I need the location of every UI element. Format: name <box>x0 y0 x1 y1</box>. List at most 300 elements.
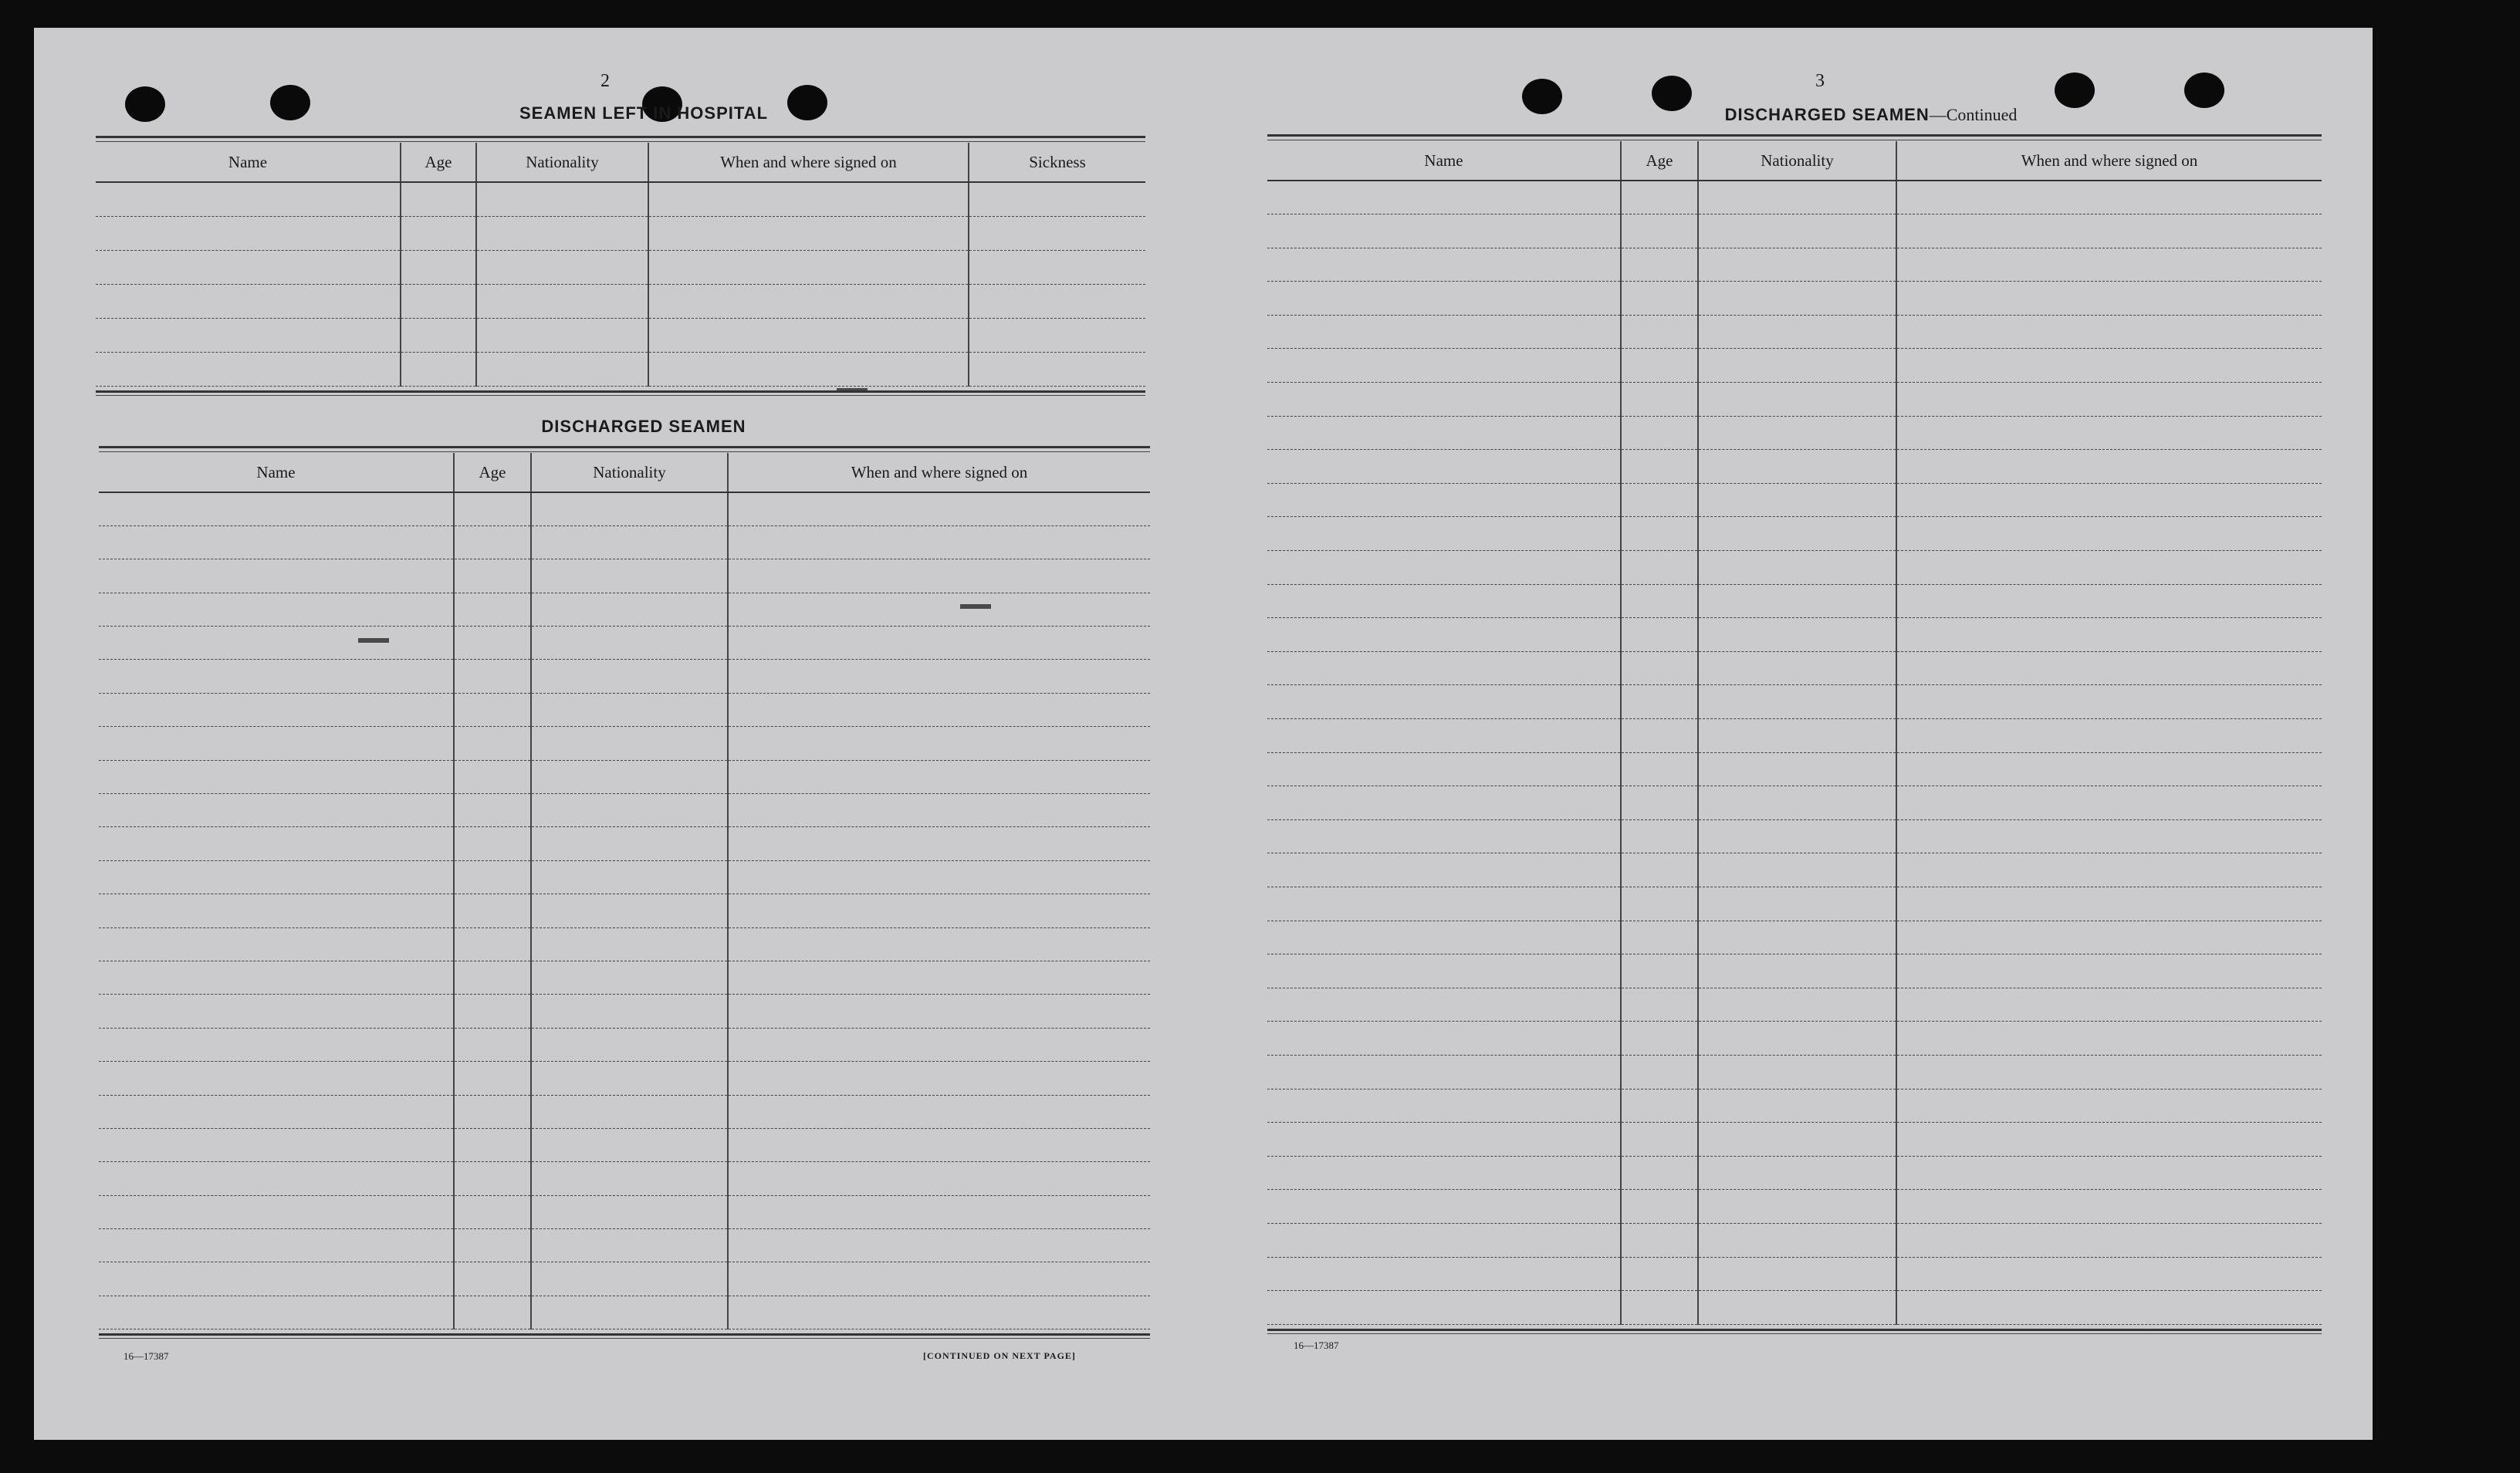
table-cell[interactable] <box>969 318 1145 352</box>
table-cell[interactable] <box>99 1296 454 1329</box>
table-cell[interactable] <box>1896 1156 2322 1190</box>
table-cell[interactable] <box>99 794 454 827</box>
table-cell[interactable] <box>454 727 531 760</box>
table-cell[interactable] <box>1267 685 1621 719</box>
table-cell[interactable] <box>1621 1022 1698 1056</box>
table-row <box>1267 651 2322 685</box>
table-cell[interactable] <box>728 760 1150 793</box>
table-cell[interactable] <box>96 250 401 284</box>
table-cell[interactable] <box>728 1195 1150 1228</box>
table-row <box>1267 752 2322 786</box>
table-cell[interactable] <box>1267 719 1621 753</box>
table-cell[interactable] <box>454 860 531 894</box>
table-cell[interactable] <box>1896 349 2322 383</box>
table-cell[interactable] <box>1621 719 1698 753</box>
table-cell[interactable] <box>454 995 531 1028</box>
table-cell[interactable] <box>1698 349 1896 383</box>
table-cell[interactable] <box>1698 1156 1896 1190</box>
table-cell[interactable] <box>1267 584 1621 618</box>
table-cell[interactable] <box>1621 1190 1698 1224</box>
table-row <box>1267 315 2322 349</box>
table-cell[interactable] <box>1698 887 1896 921</box>
table-cell[interactable] <box>1621 248 1698 282</box>
table-cell[interactable] <box>1698 1223 1896 1257</box>
table-cell[interactable] <box>1698 921 1896 954</box>
table-cell[interactable] <box>99 1229 454 1262</box>
table-cell[interactable] <box>1267 416 1621 450</box>
table-cell[interactable] <box>531 727 728 760</box>
table-cell[interactable] <box>1698 786 1896 820</box>
table-cell[interactable] <box>1621 954 1698 988</box>
table-cell[interactable] <box>1896 315 2322 349</box>
table-row <box>1267 450 2322 484</box>
table-cell[interactable] <box>99 860 454 894</box>
table-cell[interactable] <box>1698 1022 1896 1056</box>
table-cell[interactable] <box>531 1195 728 1228</box>
table-cell[interactable] <box>1267 651 1621 685</box>
table-cell[interactable] <box>1896 181 2322 215</box>
table-cell[interactable] <box>99 627 454 660</box>
table-cell[interactable] <box>454 559 531 593</box>
table-end-rule <box>99 1333 1150 1336</box>
table-cell[interactable] <box>99 1128 454 1161</box>
table-cell[interactable] <box>531 1128 728 1161</box>
table-cell[interactable] <box>1896 282 2322 316</box>
table-cell[interactable] <box>1896 1089 2322 1123</box>
table-cell[interactable] <box>1698 1291 1896 1325</box>
table-row <box>1267 618 2322 652</box>
table-cell[interactable] <box>1621 651 1698 685</box>
table-cell[interactable] <box>531 894 728 927</box>
table-row <box>99 627 1150 660</box>
table-cell[interactable] <box>728 559 1150 593</box>
table-cell[interactable] <box>531 660 728 693</box>
table-cell[interactable] <box>1698 1190 1896 1224</box>
table-cell[interactable] <box>1698 618 1896 652</box>
table-cell[interactable] <box>969 284 1145 318</box>
table-cell[interactable] <box>1267 248 1621 282</box>
table-cell[interactable] <box>1267 181 1621 215</box>
table-row <box>99 1095 1150 1128</box>
table-cell[interactable] <box>454 1296 531 1329</box>
table-cell[interactable] <box>1896 819 2322 853</box>
table-cell[interactable] <box>1896 1223 2322 1257</box>
table-cell[interactable] <box>1896 988 2322 1022</box>
table-cell[interactable] <box>1896 1291 2322 1325</box>
table-cell[interactable] <box>1621 1223 1698 1257</box>
table-cell[interactable] <box>1698 685 1896 719</box>
table-cell[interactable] <box>99 927 454 961</box>
table-cell[interactable] <box>1698 383 1896 417</box>
table-cell[interactable] <box>96 318 401 352</box>
table-cell[interactable] <box>531 559 728 593</box>
table-cell[interactable] <box>728 525 1150 559</box>
table-cell[interactable] <box>1896 450 2322 484</box>
table-cell[interactable] <box>728 593 1150 626</box>
table-cell[interactable] <box>1698 517 1896 551</box>
table-cell[interactable] <box>1621 450 1698 484</box>
table-cell[interactable] <box>1698 551 1896 585</box>
table-cell[interactable] <box>1621 315 1698 349</box>
page-number-right: 3 <box>1815 71 1825 91</box>
table-cell[interactable] <box>1621 584 1698 618</box>
table-cell[interactable] <box>99 1095 454 1128</box>
table-cell[interactable] <box>969 250 1145 284</box>
table-cell[interactable] <box>1896 416 2322 450</box>
table-cell[interactable] <box>648 216 969 250</box>
table-cell[interactable] <box>454 693 531 726</box>
table-cell[interactable] <box>1621 551 1698 585</box>
table-cell[interactable] <box>728 894 1150 927</box>
table-cell[interactable] <box>1698 1055 1896 1089</box>
table-cell[interactable] <box>969 182 1145 216</box>
discharged-continued-title-main: DISCHARGED SEAMEN <box>1724 105 1930 124</box>
table-cell[interactable] <box>728 1262 1150 1296</box>
table-cell[interactable] <box>1267 618 1621 652</box>
table-cell[interactable] <box>1621 1055 1698 1089</box>
table-cell[interactable] <box>728 492 1150 525</box>
table-cell[interactable] <box>99 995 454 1028</box>
table-cell[interactable] <box>531 1095 728 1128</box>
table-cell[interactable] <box>1267 954 1621 988</box>
table-cell[interactable] <box>531 1062 728 1095</box>
table-cell[interactable] <box>1698 651 1896 685</box>
table-cell[interactable] <box>1698 1123 1896 1157</box>
table-cell[interactable] <box>1267 1223 1621 1257</box>
table-cell[interactable] <box>1698 853 1896 887</box>
table-cell[interactable] <box>1621 685 1698 719</box>
table-cell[interactable] <box>1621 1291 1698 1325</box>
table-cell[interactable] <box>531 693 728 726</box>
table-cell[interactable] <box>401 318 476 352</box>
table-cell[interactable] <box>401 216 476 250</box>
table-cell[interactable] <box>531 1262 728 1296</box>
table-cell[interactable] <box>1698 1089 1896 1123</box>
table-cell[interactable] <box>1267 1022 1621 1056</box>
table-cell[interactable] <box>454 894 531 927</box>
table-cell[interactable] <box>531 525 728 559</box>
table-cell[interactable] <box>96 284 401 318</box>
table-cell[interactable] <box>401 352 476 386</box>
table-cell[interactable] <box>454 1128 531 1161</box>
table-cell[interactable] <box>1896 921 2322 954</box>
table-cell[interactable] <box>99 1162 454 1195</box>
table-cell[interactable] <box>1698 483 1896 517</box>
table-cell[interactable] <box>99 660 454 693</box>
table-cell[interactable] <box>531 593 728 626</box>
table-cell[interactable] <box>1621 1089 1698 1123</box>
table-cell[interactable] <box>1621 483 1698 517</box>
table-cell[interactable] <box>1698 215 1896 248</box>
table-cell[interactable] <box>1896 887 2322 921</box>
table-cell[interactable] <box>728 627 1150 660</box>
table-cell[interactable] <box>401 284 476 318</box>
table-cell[interactable] <box>454 1195 531 1228</box>
table-cell[interactable] <box>728 660 1150 693</box>
table-cell[interactable] <box>99 894 454 927</box>
table-cell[interactable] <box>1267 1123 1621 1157</box>
table-cell[interactable] <box>1267 1190 1621 1224</box>
table-cell[interactable] <box>728 1028 1150 1061</box>
table-cell[interactable] <box>476 284 648 318</box>
table-cell[interactable] <box>1267 282 1621 316</box>
table-cell[interactable] <box>1698 450 1896 484</box>
table-row <box>99 593 1150 626</box>
table-cell[interactable] <box>531 927 728 961</box>
table-cell[interactable] <box>531 1296 728 1329</box>
table-cell[interactable] <box>99 525 454 559</box>
table-cell[interactable] <box>1267 853 1621 887</box>
page-number-left: 2 <box>600 71 610 91</box>
table-cell[interactable] <box>99 1262 454 1296</box>
table-cell[interactable] <box>99 693 454 726</box>
table-cell[interactable] <box>96 216 401 250</box>
table-cell[interactable] <box>531 961 728 994</box>
table-cell[interactable] <box>1698 719 1896 753</box>
table-cell[interactable] <box>96 352 401 386</box>
table-cell[interactable] <box>1621 921 1698 954</box>
table-cell[interactable] <box>99 593 454 626</box>
table-cell[interactable] <box>1896 1190 2322 1224</box>
table-cell[interactable] <box>454 961 531 994</box>
column-header-age: Age <box>1621 141 1698 181</box>
table-cell[interactable] <box>1896 483 2322 517</box>
table-cell[interactable] <box>1698 181 1896 215</box>
table-cell[interactable] <box>454 1062 531 1095</box>
column-header-name: Name <box>99 453 454 492</box>
table-cell[interactable] <box>99 827 454 860</box>
table-cell[interactable] <box>1621 1156 1698 1190</box>
table-cell[interactable] <box>1621 819 1698 853</box>
table-cell[interactable] <box>531 1229 728 1262</box>
table-row <box>1267 282 2322 316</box>
table-cell[interactable] <box>1896 551 2322 585</box>
table-cell[interactable] <box>969 352 1145 386</box>
table-cell[interactable] <box>454 827 531 860</box>
table-cell[interactable] <box>1621 181 1698 215</box>
form-number-right: 16—17387 <box>1294 1340 1339 1351</box>
table-cell[interactable] <box>476 318 648 352</box>
table-cell[interactable] <box>1896 517 2322 551</box>
table-cell[interactable] <box>1267 315 1621 349</box>
table-cell[interactable] <box>728 1162 1150 1195</box>
table-cell[interactable] <box>1896 584 2322 618</box>
table-row <box>99 794 1150 827</box>
table-cell[interactable] <box>454 1095 531 1128</box>
table-row <box>1267 786 2322 820</box>
table-cell[interactable] <box>454 492 531 525</box>
table-cell[interactable] <box>454 627 531 660</box>
table-row <box>1267 584 2322 618</box>
table-cell[interactable] <box>1896 618 2322 652</box>
table-cell[interactable] <box>1267 786 1621 820</box>
table-cell[interactable] <box>401 250 476 284</box>
table-cell[interactable] <box>728 827 1150 860</box>
column-header-nationality: Nationality <box>1698 141 1896 181</box>
table-cell[interactable] <box>728 860 1150 894</box>
table-row <box>1267 416 2322 450</box>
table-cell[interactable] <box>454 1162 531 1195</box>
table-cell[interactable] <box>1896 1123 2322 1157</box>
table-cell[interactable] <box>1896 1055 2322 1089</box>
table-cell[interactable] <box>476 182 648 216</box>
table-cell[interactable] <box>1896 853 2322 887</box>
table-cell[interactable] <box>476 216 648 250</box>
table-row <box>1267 988 2322 1022</box>
table-cell[interactable] <box>99 492 454 525</box>
table-cell[interactable] <box>728 727 1150 760</box>
table-cell[interactable] <box>1267 349 1621 383</box>
ledger-sheet <box>34 28 2373 1440</box>
table-cell[interactable] <box>1621 887 1698 921</box>
table-cell[interactable] <box>1621 1257 1698 1291</box>
table-cell[interactable] <box>1621 416 1698 450</box>
table-cell[interactable] <box>99 1062 454 1095</box>
table-cell[interactable] <box>1621 853 1698 887</box>
table-cell[interactable] <box>454 927 531 961</box>
table-cell[interactable] <box>1267 819 1621 853</box>
table-cell[interactable] <box>531 1028 728 1061</box>
table-cell[interactable] <box>454 1262 531 1296</box>
table-cell[interactable] <box>1267 383 1621 417</box>
table-cell[interactable] <box>728 927 1150 961</box>
table-cell[interactable] <box>1267 1089 1621 1123</box>
table-cell[interactable] <box>1267 752 1621 786</box>
table-cell[interactable] <box>1896 752 2322 786</box>
table-end-rule <box>96 390 1145 393</box>
table-cell[interactable] <box>1896 651 2322 685</box>
table-cell[interactable] <box>1698 584 1896 618</box>
table-cell[interactable] <box>454 593 531 626</box>
table-cell[interactable] <box>1267 1055 1621 1089</box>
table-row <box>1267 1291 2322 1325</box>
table-cell[interactable] <box>531 827 728 860</box>
table-cell[interactable] <box>728 794 1150 827</box>
table-cell[interactable] <box>1621 988 1698 1022</box>
table-cell[interactable] <box>531 995 728 1028</box>
table-cell[interactable] <box>648 250 969 284</box>
table-cell[interactable] <box>99 1028 454 1061</box>
table-cell[interactable] <box>1896 1022 2322 1056</box>
table-cell[interactable] <box>1698 282 1896 316</box>
table-cell[interactable] <box>531 1162 728 1195</box>
table-cell[interactable] <box>1896 1257 2322 1291</box>
table-cell[interactable] <box>99 559 454 593</box>
discharged-table-right <box>1267 134 2322 1325</box>
table-cell[interactable] <box>728 1095 1150 1128</box>
table-cell[interactable] <box>1698 954 1896 988</box>
table-cell[interactable] <box>1896 786 2322 820</box>
table-cell[interactable] <box>728 1062 1150 1095</box>
table-cell[interactable] <box>648 182 969 216</box>
table-cell[interactable] <box>1267 887 1621 921</box>
table-cell[interactable] <box>531 794 728 827</box>
table-cell[interactable] <box>1267 483 1621 517</box>
table-cell[interactable] <box>99 961 454 994</box>
table-row <box>96 318 1145 352</box>
table-cell[interactable] <box>1698 1257 1896 1291</box>
table-cell[interactable] <box>1267 988 1621 1022</box>
table-cell[interactable] <box>476 250 648 284</box>
table-cell[interactable] <box>728 1128 1150 1161</box>
table-cell[interactable] <box>1621 383 1698 417</box>
table-row <box>1267 483 2322 517</box>
table-cell[interactable] <box>1896 248 2322 282</box>
table-cell[interactable] <box>454 660 531 693</box>
table-cell[interactable] <box>1698 416 1896 450</box>
table-cell[interactable] <box>454 1229 531 1262</box>
table-cell[interactable] <box>1267 551 1621 585</box>
table-cell[interactable] <box>531 760 728 793</box>
table-cell[interactable] <box>1621 282 1698 316</box>
table-cell[interactable] <box>1896 685 2322 719</box>
table-cell[interactable] <box>454 794 531 827</box>
table-cell[interactable] <box>531 627 728 660</box>
table-cell[interactable] <box>1267 215 1621 248</box>
table-cell[interactable] <box>99 760 454 793</box>
table-row <box>99 1062 1150 1095</box>
table-cell[interactable] <box>1698 248 1896 282</box>
table-cell[interactable] <box>1267 1156 1621 1190</box>
table-cell[interactable] <box>1267 517 1621 551</box>
table-cell[interactable] <box>454 525 531 559</box>
table-cell[interactable] <box>728 693 1150 726</box>
table-cell[interactable] <box>1621 215 1698 248</box>
table-cell[interactable] <box>1896 954 2322 988</box>
table-row <box>99 492 1150 525</box>
discharged-continued-title <box>1485 105 2257 125</box>
table-cell[interactable] <box>1267 1257 1621 1291</box>
table-cell[interactable] <box>1698 988 1896 1022</box>
table-cell[interactable] <box>728 1229 1150 1262</box>
table-cell[interactable] <box>728 961 1150 994</box>
table-cell[interactable] <box>648 284 969 318</box>
discharged-header-row <box>99 453 1150 492</box>
table-cell[interactable] <box>531 492 728 525</box>
table-cell[interactable] <box>1896 383 2322 417</box>
table-cell[interactable] <box>1896 215 2322 248</box>
table-cell[interactable] <box>99 727 454 760</box>
table-cell[interactable] <box>401 182 476 216</box>
table-cell[interactable] <box>1267 1291 1621 1325</box>
table-cell[interactable] <box>969 216 1145 250</box>
table-cell[interactable] <box>454 760 531 793</box>
table-cell[interactable] <box>1698 315 1896 349</box>
table-cell[interactable] <box>1698 752 1896 786</box>
table-cell[interactable] <box>531 860 728 894</box>
table-cell[interactable] <box>1621 752 1698 786</box>
table-row <box>96 284 1145 318</box>
table-cell[interactable] <box>99 1195 454 1228</box>
table-cell[interactable] <box>1698 819 1896 853</box>
table-cell[interactable] <box>1267 450 1621 484</box>
table-cell[interactable] <box>96 182 401 216</box>
table-cell[interactable] <box>648 318 969 352</box>
table-row <box>96 352 1145 386</box>
table-cell[interactable] <box>454 1028 531 1061</box>
table-cell[interactable] <box>648 352 969 386</box>
table-cell[interactable] <box>1267 921 1621 954</box>
table-cell[interactable] <box>1621 517 1698 551</box>
table-cell[interactable] <box>728 1296 1150 1329</box>
table-cell[interactable] <box>1621 349 1698 383</box>
table-cell[interactable] <box>728 995 1150 1028</box>
table-cell[interactable] <box>1896 719 2322 753</box>
table-cell[interactable] <box>476 352 648 386</box>
table-cell[interactable] <box>1621 1123 1698 1157</box>
table-cell[interactable] <box>1621 618 1698 652</box>
table-cell[interactable] <box>1621 786 1698 820</box>
